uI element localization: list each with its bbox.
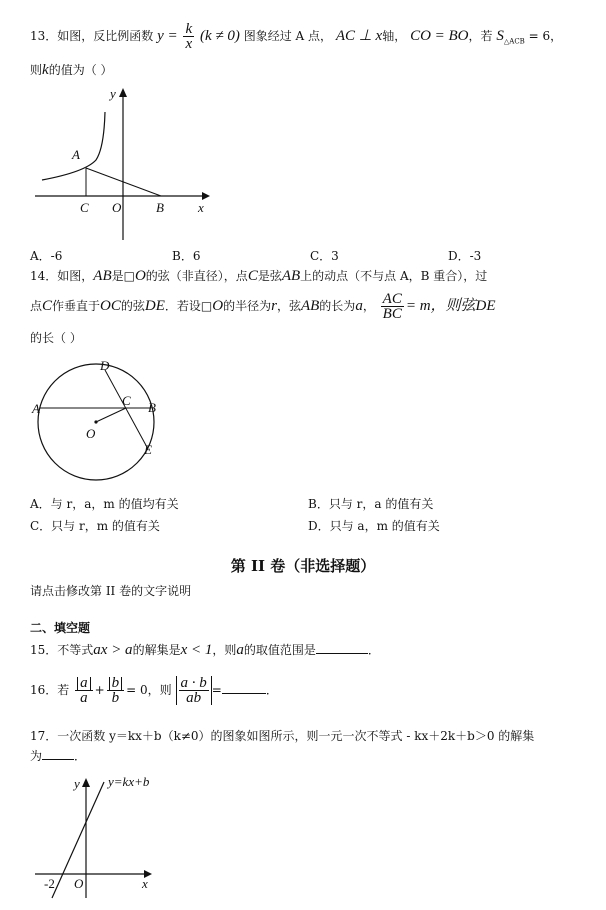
q15-inequality: ax > a (93, 642, 133, 658)
q17-l2: 为 (30, 749, 43, 763)
q13-label-c: C (80, 200, 89, 215)
q13-label-o: O (112, 200, 122, 215)
q16-a: 16．若 (30, 683, 70, 697)
q16-eq: = (211, 683, 222, 697)
q13-line2-prefix: 则 (30, 63, 43, 77)
q13-co-bo: CO = BO (410, 28, 469, 44)
q14-l2e: 的半径为 (223, 299, 272, 313)
q14-option-d: D．只与 a，m 的值有关 (308, 519, 440, 533)
q13-option-b: B．6 (172, 249, 201, 263)
q15-answer-blank[interactable] (316, 653, 368, 654)
section-heading: 二、填空题 (30, 621, 91, 635)
q13-option-a: A．-6 (30, 249, 63, 263)
q14-figure (30, 358, 170, 488)
q13-label-a: A (72, 147, 80, 162)
q14-chord-de (105, 370, 148, 449)
q13-y-arrow-icon (119, 88, 127, 97)
q14-l1d: 是弦 (257, 269, 282, 283)
q14-oc: OC (100, 298, 121, 314)
q17-label-o: O (74, 876, 84, 891)
q14-l2a: 点 (30, 299, 43, 313)
q16-f3-num: a · b (180, 675, 207, 691)
q14-de2: DE (475, 298, 496, 314)
q14-ab: AB (93, 268, 112, 284)
q14-label-b: B (148, 400, 156, 415)
q14-l2g: 的长为 (319, 299, 356, 313)
q14-label-c: C (122, 393, 131, 408)
q15-d: 的取值范围是 (243, 643, 316, 657)
q14-l2h: ， (362, 299, 375, 313)
q14-l1c: 的弦（非直径），点 (145, 269, 248, 283)
q13-line2 (30, 62, 113, 78)
q14-de: DE (144, 298, 165, 314)
q13-line1 (30, 22, 562, 51)
q14-l2b: 作垂直于 (52, 299, 101, 313)
q14-r: r (271, 298, 277, 314)
q13-x-arrow-icon (202, 192, 210, 200)
q13-frac-num: k (185, 21, 193, 37)
q15-b: 的解集是 (132, 643, 181, 657)
q13-area-subscript: △ACB (503, 37, 525, 46)
q15-solution: x < 1 (180, 642, 213, 658)
q13-label-x: x (198, 200, 204, 215)
q14-line2 (30, 292, 496, 321)
q13-label-y: y (110, 86, 116, 101)
q13-comma-text: ，若 (468, 29, 493, 43)
q14-segment-oc (96, 408, 126, 422)
q14-l2c: 的弦 (120, 299, 145, 313)
q16-end: ． (265, 683, 278, 697)
q13-condition: (k ≠ 0) (199, 28, 240, 44)
q14-frac-num: AC (382, 291, 402, 307)
q13-option-c: C．3 (310, 249, 339, 263)
q16-f1-den: a (80, 690, 88, 706)
q14-option-c: C．只与 r，m 的值有关 (30, 519, 160, 533)
q15-line (30, 642, 380, 658)
q14-l1a: 14．如图， (30, 269, 94, 283)
q13-line2-suffix: 的值为（ ） (48, 63, 113, 77)
q15-var-a: a (236, 642, 244, 658)
q14-ab2: AB (281, 268, 301, 284)
q13-frac-den: x (185, 36, 193, 52)
q13-axis-text: 轴， (382, 29, 407, 43)
q16-f2-den: b (111, 690, 120, 706)
q14-center-dot (94, 420, 97, 423)
q15-end: ． (367, 643, 380, 657)
q16-eq0: = 0，则 (126, 683, 172, 697)
q14-l1e: 上的动点（不与点 A，B 重合），过 (300, 269, 488, 283)
q14-label-o: O (86, 426, 96, 441)
q13-area-symbol: S (496, 28, 504, 44)
q16-abs-value (176, 676, 212, 705)
q16-fraction-2 (107, 676, 125, 705)
q13-mid-text: 图象经过 A 点， (243, 29, 332, 43)
q14-option-b: B．只与 r，a 的值有关 (308, 497, 434, 511)
q13-k: k (42, 62, 49, 78)
q14-ab3: AB (300, 298, 320, 314)
section-title: 第 II 卷（非选择题） (230, 557, 376, 575)
q13-hyperbola (42, 112, 105, 180)
q16-plus: + (94, 683, 105, 697)
q13-ac-perp: AC ⊥ x (335, 28, 383, 44)
q17-y-arrow-icon (82, 778, 90, 787)
q13-number: 13．如图，反比例函数 (30, 29, 154, 43)
q17-line2 (30, 748, 86, 764)
q16-f3-den: ab (186, 690, 202, 706)
q17-answer-blank[interactable] (42, 759, 74, 760)
q13-figure (30, 80, 230, 250)
q14-l2i: = m，则弦 (405, 298, 476, 314)
q14-line1 (30, 268, 487, 284)
q14-c2: C (42, 298, 53, 314)
q15-a: 15．不等式 (30, 643, 94, 657)
q14-option-a: A．与 r，a，m 的值均有关 (30, 497, 179, 511)
q14-l2f: ，弦 (276, 299, 301, 313)
q13-y-eq: y = (157, 28, 178, 44)
q16-answer-blank[interactable] (222, 693, 266, 694)
q17-label-minus2: -2 (44, 876, 55, 891)
q17-label-function: y=kx+b (108, 774, 150, 789)
q13-option-d: D．-3 (448, 249, 482, 263)
section-note: 请点击修改第 II 卷的文字说明 (30, 584, 192, 598)
q16-line (30, 676, 278, 705)
q14-o2: O (212, 298, 224, 314)
q13-label-b: B (156, 200, 164, 215)
q14-line3: 的长（ ） (30, 331, 82, 345)
q14-o: O (134, 268, 146, 284)
q14-fraction (381, 292, 404, 321)
q13-fraction (183, 22, 194, 51)
q17-figure (30, 770, 180, 900)
q14-l1b: 是□ (111, 269, 135, 283)
q14-l2d: ．若设□ (164, 299, 213, 313)
q17-label-y: y (74, 776, 80, 791)
q14-c: C (247, 268, 258, 284)
q16-f1-num: a (77, 677, 91, 690)
q16-f2-num: b (109, 677, 123, 690)
q14-a: a (355, 298, 363, 314)
q15-c: ，则 (212, 643, 237, 657)
q13-area-value: = 6， (528, 29, 563, 43)
q17-end: ． (74, 749, 87, 763)
q17-label-x: x (142, 876, 148, 891)
q17-line1: 17．一次函数 y＝kx＋b（k≠0）的图象如图所示，则一元一次不等式 - kx＋2k＋b＞0 的解集 (30, 729, 535, 743)
q16-fraction-1 (75, 676, 93, 705)
q14-label-d: D (100, 358, 110, 373)
q14-frac-den: BC (382, 306, 402, 322)
q14-label-e: E (144, 442, 152, 457)
q14-label-a: A (32, 401, 40, 416)
